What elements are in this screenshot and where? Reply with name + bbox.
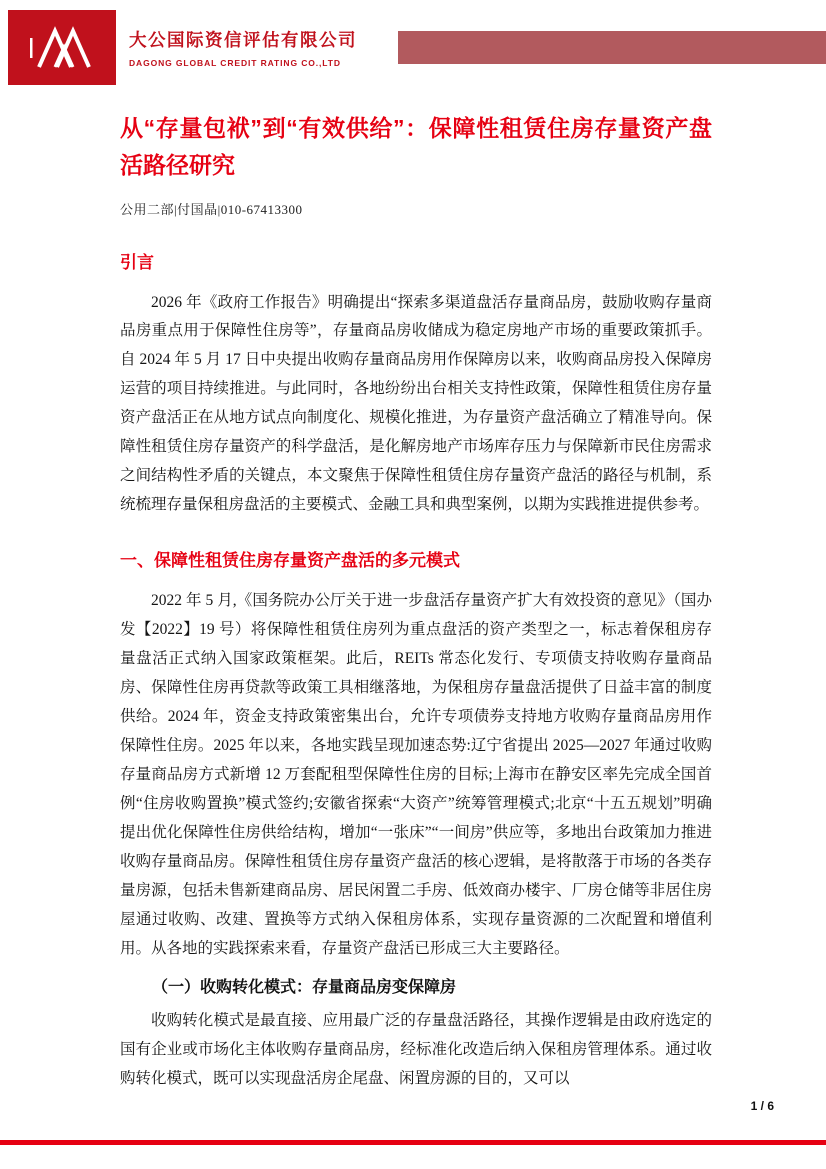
section1-subheading: （一）收购转化模式：存量商品房变保障房	[152, 979, 457, 997]
section1-heading: 一、保障性租赁住房存量资产盘活的多元模式	[120, 551, 460, 571]
footer-rule	[0, 1140, 826, 1145]
dagong-logo-icon	[27, 23, 97, 73]
brand-text	[129, 27, 357, 68]
company-name-en: DAGONG GLOBAL CREDIT RATING CO.,LTD	[129, 58, 341, 68]
byline: 公用二部|付国晶|010-67413300	[120, 201, 303, 217]
article-content	[120, 110, 712, 1104]
section1-paragraph: 2022 年 5 月,《国务院办公厅关于进一步盘活存量资产扩大有效投资的意见》（国办发【2022】19 号）将保障性租赁住房列为重点盘活的资产类型之一，标志着保租房存量盘活正式纳入国家政策框架。此后，REITs 常态化发行、专项债支持收购存量商品房、保障性住房再贷款等政策工具相继落地，为保租房存量盘活提供了日益丰富的制度供给。2024 年，资金支持政策密集出台，允许专项债券支持地方收购存量商品房用作保障性住房。2025 年以来，各地实践呈现加速态势:辽宁省提出 2025—2027 年通过收购存量商品房方式新增 12 万套配租型保障性住房的目标;上海市在静安区率先完成全国首例“住房收购置换”模式签约;安徽省探索“大资产”统筹管理模式;北京“十五五规划”明确提出优化保障性住房供给结构，增加“一张床”“一间房”供应等，多地出台政策加力推进收购存量商品房。保障性租赁住房存量资产盘活的核心逻辑，是将散落于市场的各类存量房源，包括未售新建商品房、居民闲置二手房、低效商办楼宇、厂房仓储等非居住房屋通过收购、改建、置换等方式纳入保租房体系，实现存量资源的二次配置和增值利用。从各地的实践探索来看，存量资产盘活已形成三大主要路径。	[120, 592, 712, 958]
article-title: 从“存量包袱”到“有效供给”：保障性租赁住房存量资产盘活路径研究	[120, 115, 712, 179]
intro-heading: 引言	[120, 252, 154, 272]
company-name-cn: 大公国际资信评估有限公司	[129, 30, 357, 50]
intro-paragraph: 2026 年《政府工作报告》明确提出“探索多渠道盘活存量商品房，鼓励收购存量商品房重点用于保障性住房等”，存量商品房收储成为稳定房地产市场的重要政策抓手。自 2024 年 5 月 17 日中央提出收购存量商品房用作保障房以来，收购商品房投入保障房运营的项目持续推进。与此同时，各地纷纷出台相关支持性政策，保障性租赁住房存量资产盘活正在从地方试点向制度化、规模化推进，为存量资产盘活确立了精准导向。保障性租赁住房存量资产的科学盘活，是化解房地产市场库存压力与保障新市民住房需求之间结构性矛盾的关键点，本文聚焦于保障性租赁住房存量资产盘活的路径与机制，系统梳理存量保租房盘活的主要模式、金融工具和典型案例，以期为实践推进提供参考。	[120, 293, 712, 514]
masthead-band	[398, 31, 826, 64]
page-number: 1 / 6	[750, 1099, 774, 1113]
section1-sub-paragraph: 收购转化模式是最直接、应用最广泛的存量盘活路径，其操作逻辑是由政府选定的国有企业或市场化主体收购存量商品房，经标准化改造后纳入保租房管理体系。通过收购转化模式，既可以实现盘活房企尾盘、闲置房源的目的，又可以	[120, 1012, 712, 1088]
logo-block	[8, 10, 116, 85]
